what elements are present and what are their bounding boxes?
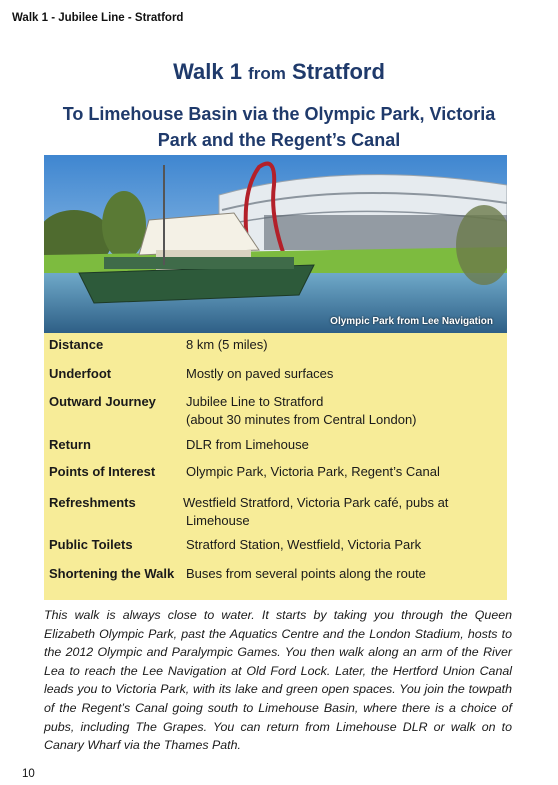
info-value: Mostly on paved surfaces (186, 366, 334, 381)
info-label: Return (49, 437, 91, 452)
title-from: from (248, 64, 286, 83)
info-value: 8 km (5 miles) (186, 337, 268, 352)
info-label: Underfoot (49, 366, 112, 381)
walk-info-table (44, 333, 507, 600)
walk-photo (44, 155, 507, 333)
info-label: Points of Interest (49, 464, 156, 479)
info-value: Olympic Park, Victoria Park, Regent’s Canal (186, 464, 440, 479)
walk-introduction: This walk is always close to water. It starts by taking you through the Queen Elizabeth Olympic Park, past the Aquatics Centre and the London Stadium, hosts to the 2012 Olympic and Paralympic Games. You then walk along an arm of the River Lea to reach the Lee Navigation at Old Ford Lock. Later, the Hertford Union Canal leads you to Victoria Park, with its lake and green open spaces. You join the towpath of the Regent’s Canal going south to Limehouse Basin, where there is a choice of pubs, including The Grapes. You can return from Limehouse DLR or walk on to Canary Wharf via the Thames Path. (44, 608, 512, 753)
info-value: DLR from Limehouse (186, 437, 309, 452)
title-place: Stratford (292, 59, 385, 84)
info-label: Public Toilets (49, 537, 133, 552)
photo-illustration (44, 155, 507, 333)
info-value-line-1: Jubilee Line to Stratford (186, 394, 324, 409)
info-label: Shortening the Walk (49, 566, 175, 581)
info-value-line-1: Westfield Stratford, Victoria Park café, pubs at (183, 495, 449, 510)
page-title (0, 58, 558, 88)
info-label: Outward Journey (49, 394, 156, 409)
page-number: 10 (22, 768, 35, 780)
info-value (183, 494, 486, 530)
title-walk: Walk 1 (173, 59, 242, 84)
info-label: Distance (49, 337, 104, 352)
info-value-line-2: Limehouse (186, 513, 250, 528)
info-label: Refreshments (49, 495, 136, 510)
photo-caption: Olympic Park from Lee Navigation (330, 316, 493, 327)
info-value: Buses from several points along the route (186, 566, 426, 581)
subtitle-line-2: Park and the Regent’s Canal (157, 130, 401, 150)
running-head: Walk 1 - Jubilee Line - Stratford (12, 12, 184, 24)
page-subtitle (40, 101, 518, 153)
info-value-line-2: (about 30 minutes from Central London) (186, 412, 417, 427)
subtitle-line-1: To Limehouse Basin via the Olympic Park, Victoria (62, 104, 496, 124)
info-value: Stratford Station, Westfield, Victoria Park (186, 537, 422, 552)
info-value (186, 393, 486, 429)
